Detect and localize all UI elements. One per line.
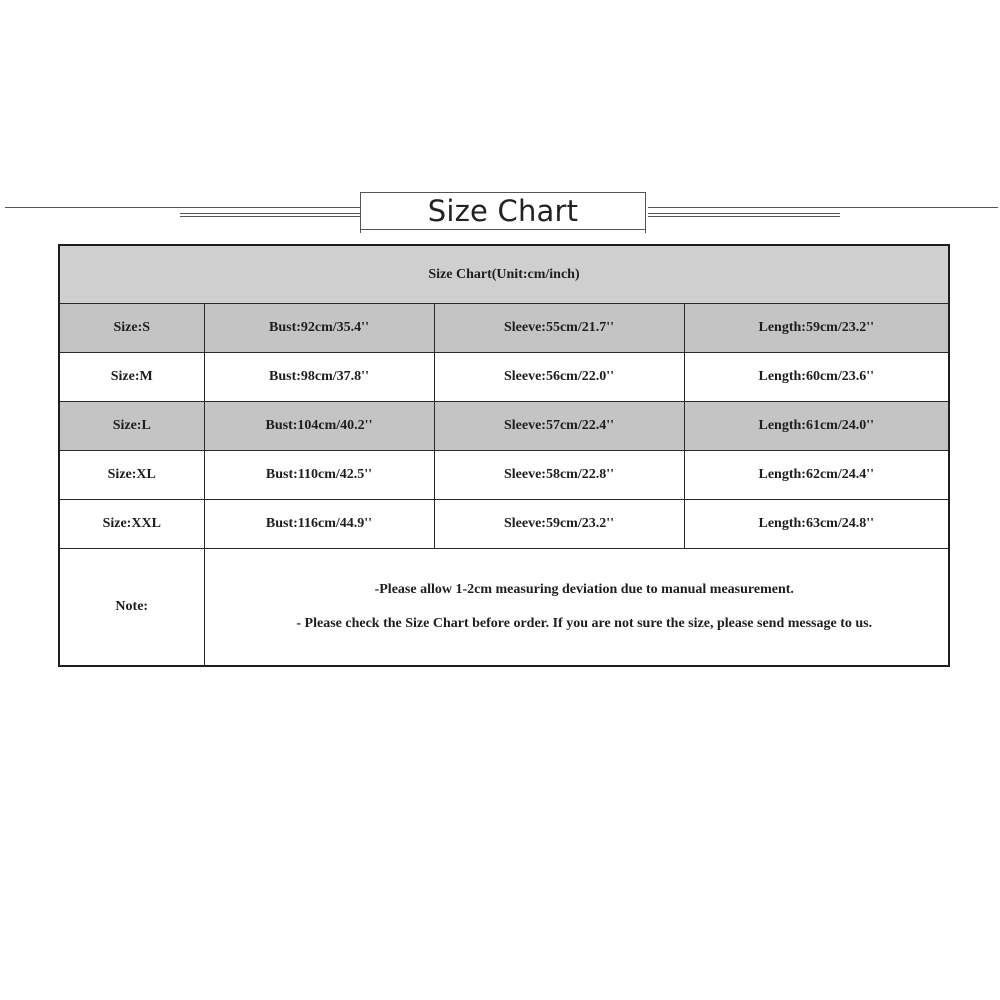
size-cell: Size:S bbox=[59, 304, 204, 353]
length-cell: Length:59cm/23.2'' bbox=[684, 304, 949, 353]
note-line: -Please allow 1-2cm measuring deviation due to manual measurement. bbox=[374, 582, 794, 597]
bust-cell: Bust:116cm/44.9'' bbox=[204, 500, 434, 549]
length-cell: Length:60cm/23.6'' bbox=[684, 353, 949, 402]
note-label: Note: bbox=[59, 549, 204, 667]
note-row bbox=[59, 549, 949, 667]
title-banner bbox=[0, 190, 1000, 235]
sleeve-cell: Sleeve:56cm/22.0'' bbox=[434, 353, 684, 402]
note-lines bbox=[205, 582, 949, 632]
banner-rule-right bbox=[648, 207, 998, 208]
size-chart-table bbox=[58, 244, 950, 667]
sleeve-cell: Sleeve:59cm/23.2'' bbox=[434, 500, 684, 549]
bust-cell: Bust:110cm/42.5'' bbox=[204, 451, 434, 500]
banner-rule-left-inner bbox=[180, 213, 360, 214]
note-content bbox=[204, 549, 949, 667]
note-line: - Please check the Size Chart before order. If you are not sure the size, please send message to us. bbox=[296, 616, 873, 631]
table-row bbox=[59, 353, 949, 402]
banner-rule-left-inner-2 bbox=[180, 216, 360, 217]
sleeve-cell: Sleeve:58cm/22.8'' bbox=[434, 451, 684, 500]
length-cell: Length:61cm/24.0'' bbox=[684, 402, 949, 451]
page-title: Size Chart bbox=[427, 194, 579, 228]
banner-rule-right-inner bbox=[648, 213, 840, 214]
title-box bbox=[360, 192, 646, 230]
banner-rule-right-inner-2 bbox=[648, 216, 840, 217]
length-cell: Length:63cm/24.8'' bbox=[684, 500, 949, 549]
table-header-row bbox=[59, 245, 949, 304]
table-row bbox=[59, 500, 949, 549]
table-caption: Size Chart(Unit:cm/inch) bbox=[59, 245, 949, 304]
bust-cell: Bust:104cm/40.2'' bbox=[204, 402, 434, 451]
sleeve-cell: Sleeve:57cm/22.4'' bbox=[434, 402, 684, 451]
bust-cell: Bust:98cm/37.8'' bbox=[204, 353, 434, 402]
size-cell: Size:M bbox=[59, 353, 204, 402]
size-cell: Size:L bbox=[59, 402, 204, 451]
table-row bbox=[59, 304, 949, 353]
bust-cell: Bust:92cm/35.4'' bbox=[204, 304, 434, 353]
banner-rule-left bbox=[5, 207, 360, 208]
size-cell: Size:XL bbox=[59, 451, 204, 500]
table-row bbox=[59, 402, 949, 451]
length-cell: Length:62cm/24.4'' bbox=[684, 451, 949, 500]
sleeve-cell: Sleeve:55cm/21.7'' bbox=[434, 304, 684, 353]
table-row bbox=[59, 451, 949, 500]
size-cell: Size:XXL bbox=[59, 500, 204, 549]
